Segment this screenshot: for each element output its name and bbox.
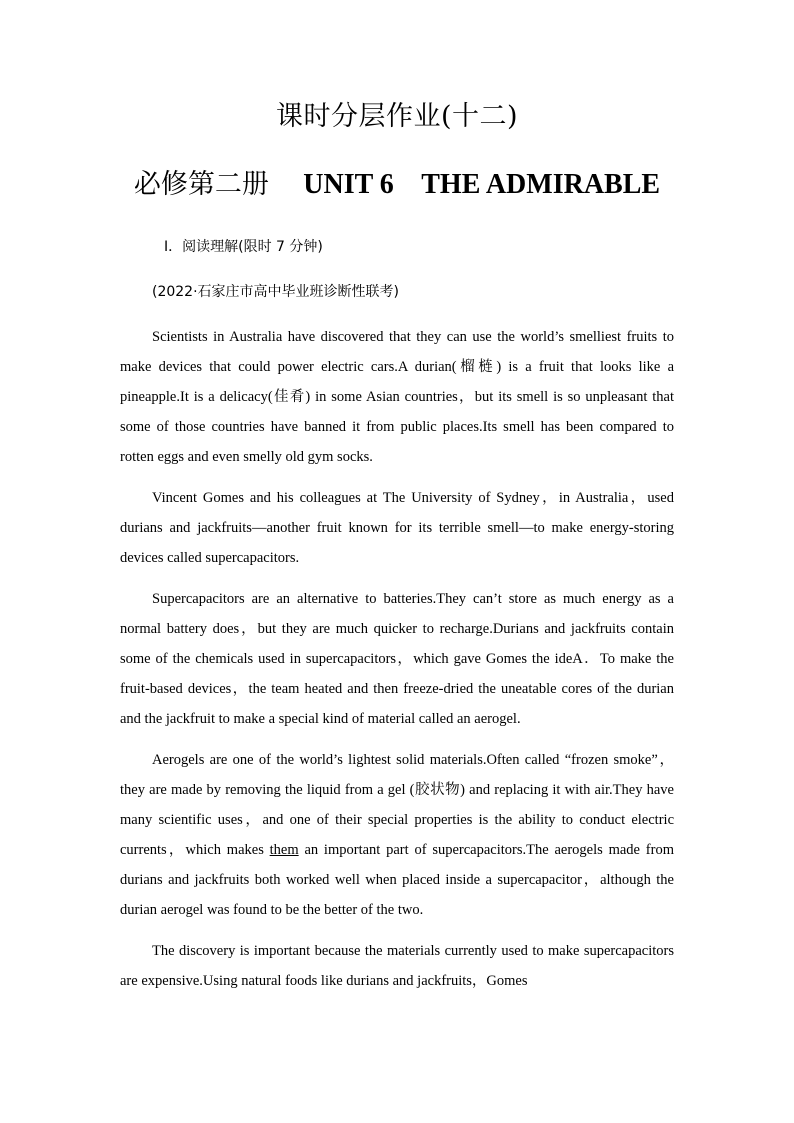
unit-title-cn: 必修第二册 <box>133 169 269 200</box>
page-title: 课时分层作业(十二) <box>275 101 519 132</box>
paragraph-4-text-after: an important part of supercapacitors.The aerogels made from durians and jackfruits both worked well when placed inside a supercapacitor，although the durian aerogel was found to be the better of the two. <box>120 842 674 918</box>
section-heading: Ⅰ．阅读理解(限时 7 分钟) <box>164 239 323 255</box>
passage-paragraph-4 <box>120 745 674 925</box>
passage-paragraph-5: The discovery is important because the materials currently used to make supercapacitors are expensive.Using natural foods like durians and jackfruits，Gomes <box>120 943 674 989</box>
passage <box>120 322 674 1007</box>
unit-title <box>0 165 794 205</box>
passage-paragraph-3: Supercapacitors are an alternative to batteries.They can’t store as much energy as a normal battery does，but they are much quicker to recharge.Durians and jackfruits contain some of the chemicals used in supercapacitors，which gave Gomes the ideA．To make the fruit-based devices，the team heated and then freeze-dried the uneatable cores of the durian and the jackfruit to make a special kind of material called an aerogel. <box>120 591 674 727</box>
paragraph-4-text-before: Aerogels are one of the world’s lightest solid materials.Often called “frozen smoke”，they are made by removing the liquid from a gel (胶状物) and replacing it with air.They have many scientific uses，and one of their special properties is the ability to conduct electric currents，which makes <box>120 752 674 858</box>
underlined-word-them: them <box>269 842 299 858</box>
unit-title-en: UNIT 6 THE ADMIRABLE <box>303 169 661 200</box>
source-note: (2022·石家庄市高中毕业班诊断性联考) <box>152 284 400 300</box>
passage-paragraph-1: Scientists in Australia have discovered that they can use the world’s smelliest fruits to make devices that could power electric cars.A durian(榴梿) is a fruit that looks like a pineapple.It is a delicacy(佳肴) in some Asian countries，but its smell is so unpleasant that some of those countries have banned it from public places.Its smell has been compared to rotten eggs and even smelly old gym socks. <box>120 329 674 465</box>
passage-paragraph-2: Vincent Gomes and his colleagues at The University of Sydney，in Australia，used durians and jackfruits—another fruit known for its terrible smell—to make energy-storing devices called supercapacitors. <box>120 490 674 566</box>
